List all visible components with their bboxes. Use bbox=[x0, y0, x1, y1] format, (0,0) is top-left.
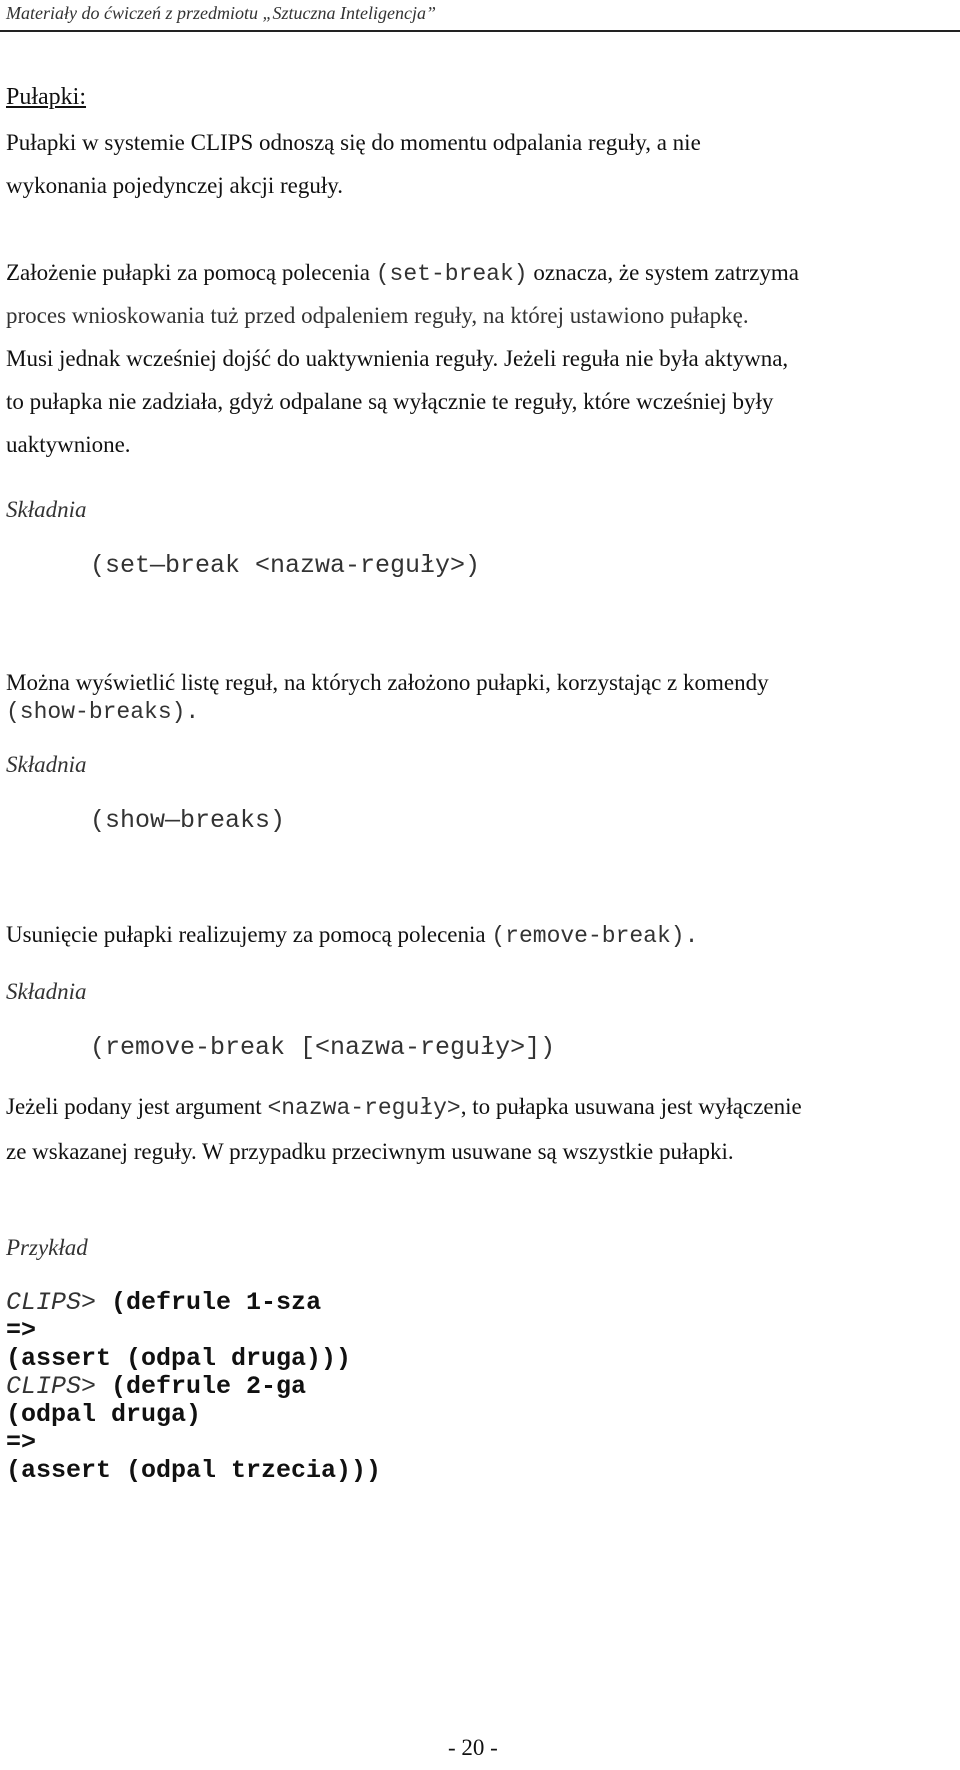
code-command: (defrule 2-ga bbox=[111, 1372, 307, 1401]
rule-name-code: <nazwa-reguły> bbox=[267, 1095, 461, 1121]
example-code-line bbox=[6, 1316, 36, 1346]
para5-text-b: , to pułapka usuwana jest wyłączenie bbox=[460, 1094, 802, 1119]
para4-line bbox=[6, 920, 698, 951]
example-code-line bbox=[6, 1428, 36, 1458]
code-command: => bbox=[6, 1316, 37, 1345]
example-code-line bbox=[6, 1456, 381, 1486]
code-command: (assert (odpal druga))) bbox=[6, 1344, 352, 1373]
syntax-label-1: Składnia bbox=[6, 497, 87, 522]
para2-line1 bbox=[6, 258, 799, 289]
code-command: (odpal druga) bbox=[6, 1400, 202, 1429]
set-break-code: (set-break) bbox=[375, 261, 528, 287]
para4-text: Usunięcie pułapki realizujemy za pomocą polecenia bbox=[6, 922, 492, 947]
para2-line5: uaktywnione. bbox=[6, 432, 131, 457]
section-title: Pułapki: bbox=[6, 84, 87, 110]
page-number: - 20 - bbox=[448, 1735, 498, 1760]
syntax-code-show-breaks: (show—breaks) bbox=[90, 806, 286, 835]
running-header: Materiały do ćwiczeń z przedmiotu „Sztuczna Inteligencja” bbox=[6, 3, 436, 23]
code-command: => bbox=[6, 1428, 37, 1457]
example-label: Przykład bbox=[6, 1235, 88, 1260]
para5-line2: ze wskazanej reguły. W przypadku przeciwnym usuwane są wszystkie pułapki. bbox=[6, 1139, 734, 1164]
para5-text-a: Jeżeli podany jest argument bbox=[6, 1094, 268, 1119]
remove-break-code: (remove-break). bbox=[491, 923, 699, 949]
para1-line1: Pułapki w systemie CLIPS odnoszą się do momentu odpalania reguły, a nie bbox=[6, 130, 701, 155]
syntax-label-3: Składnia bbox=[6, 979, 87, 1004]
clips-prompt: CLIPS> bbox=[6, 1288, 112, 1317]
para2-line1-text-b: oznacza, że system zatrzyma bbox=[527, 260, 799, 285]
syntax-label-2: Składnia bbox=[6, 752, 87, 777]
example-code-line bbox=[6, 1344, 351, 1374]
clips-prompt: CLIPS> bbox=[6, 1372, 112, 1401]
code-command: (assert (odpal trzecia))) bbox=[6, 1456, 382, 1485]
example-code-line bbox=[6, 1288, 321, 1318]
syntax-code-remove-break: (remove-break [<nazwa-reguły>]) bbox=[90, 1033, 556, 1062]
para5-line1 bbox=[6, 1092, 802, 1123]
para1-line2: wykonania pojedynczej akcji reguły. bbox=[6, 173, 343, 198]
syntax-code-set-break: (set—break <nazwa-reguły>) bbox=[90, 551, 481, 580]
para3-line2-code: (show-breaks). bbox=[6, 699, 200, 725]
para2-line1-text-a: Założenie pułapki za pomocą polecenia bbox=[6, 260, 376, 285]
example-code-line bbox=[6, 1372, 306, 1402]
para2-line4: to pułapka nie zadziała, gdyż odpalane są wyłącznie te reguły, które wcześniej były bbox=[6, 389, 774, 414]
para2-line2: proces wnioskowania tuż przed odpaleniem reguły, na której ustawiono pułapkę. bbox=[6, 303, 749, 328]
para3-line1: Można wyświetlić listę reguł, na których założono pułapki, korzystając z komendy bbox=[6, 670, 769, 695]
para2-line3: Musi jednak wcześniej dojść do uaktywnienia reguły. Jeżeli reguła nie była aktywna, bbox=[6, 346, 789, 371]
example-code-line bbox=[6, 1400, 201, 1430]
header-divider bbox=[0, 30, 960, 32]
code-command: (defrule 1-sza bbox=[111, 1288, 322, 1317]
